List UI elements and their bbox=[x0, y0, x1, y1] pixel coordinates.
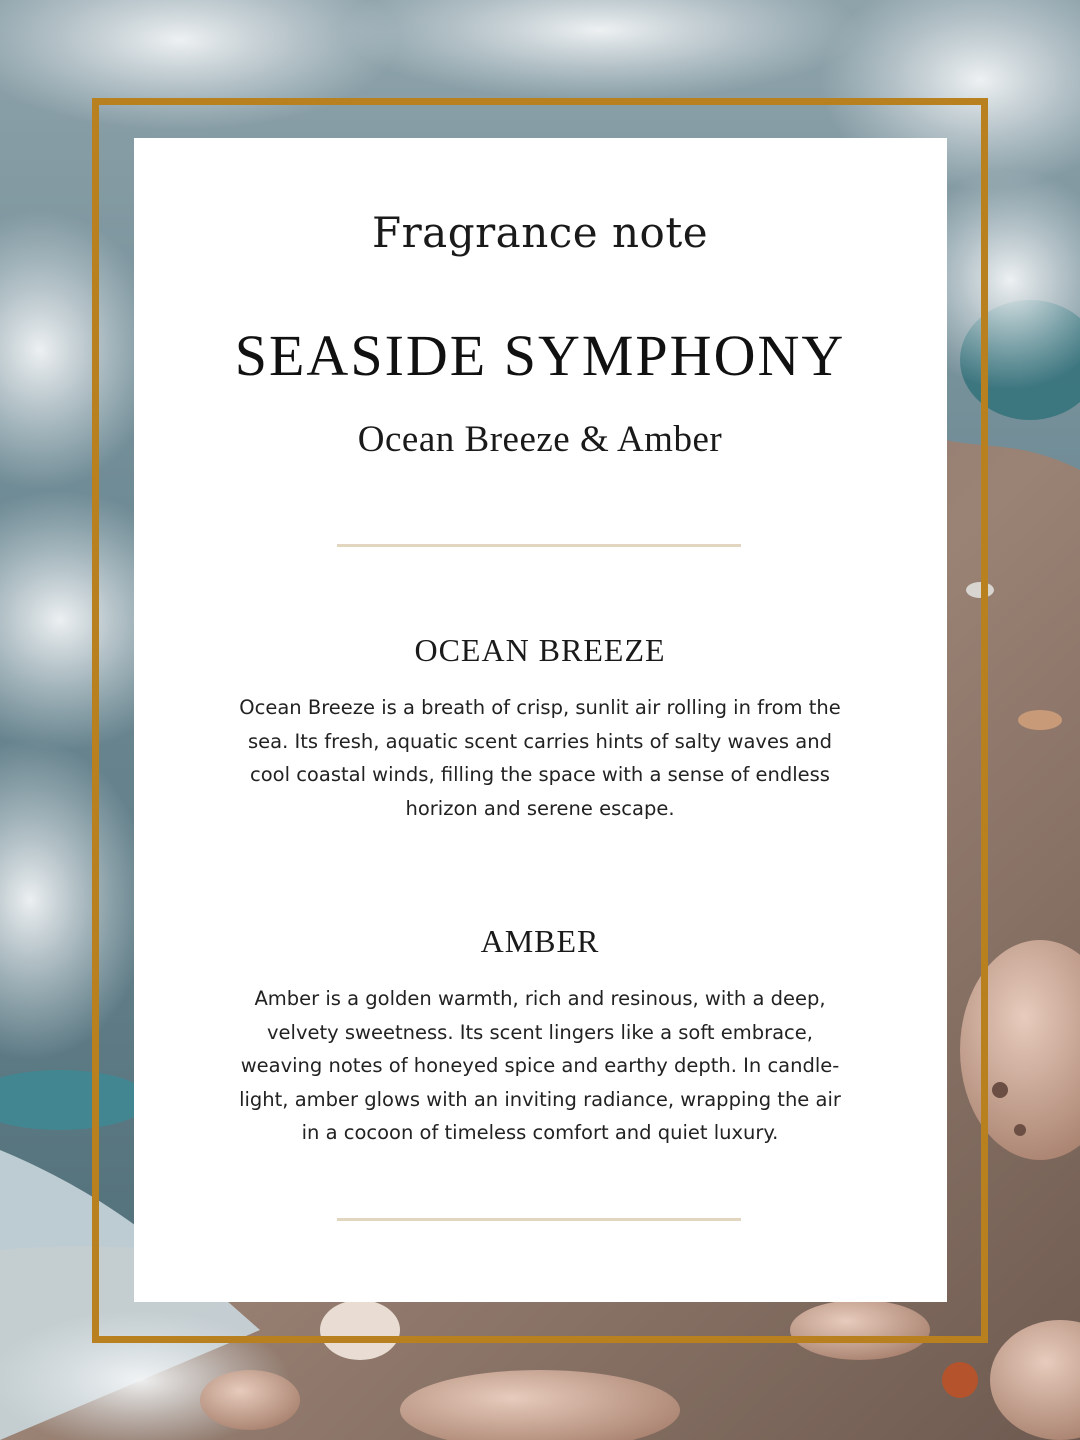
text-line: Amber is a golden warmth, rich and resinous, with a deep, bbox=[254, 987, 826, 1010]
section-text-ocean-breeze bbox=[210, 691, 870, 825]
section-heading-amber: AMBER bbox=[480, 923, 600, 959]
card-label: Fragrance note bbox=[371, 208, 709, 257]
divider-top bbox=[337, 544, 741, 547]
text-line: Ocean Breeze is a breath of crisp, sunlit air rolling in from the bbox=[239, 696, 841, 719]
text-line: velvety sweetness. Its scent lingers like a soft embrace, bbox=[267, 1020, 813, 1044]
fragrance-name: SEASIDE SYMPHONY bbox=[234, 323, 846, 388]
text-line: light, amber glows with an inviting radiance, wrapping the air bbox=[239, 1087, 841, 1111]
text-line: in a cocoon of timeless comfort and quiet luxury. bbox=[301, 1121, 779, 1144]
text-line: weaving notes of honeyed spice and earthy depth. In candle- bbox=[240, 1054, 840, 1077]
fragrance-subtitle: Ocean Breeze & Amber bbox=[357, 419, 723, 460]
section-heading-ocean-breeze: OCEAN BREEZE bbox=[414, 632, 666, 668]
text-line: horizon and serene escape. bbox=[405, 796, 675, 820]
section-text-amber bbox=[210, 982, 870, 1150]
text-line: sea. Its fresh, aquatic scent carries hints of salty waves and bbox=[248, 729, 832, 753]
text-line: cool coastal winds, filling the space with a sense of endless bbox=[250, 763, 830, 786]
divider-bottom bbox=[337, 1218, 741, 1221]
